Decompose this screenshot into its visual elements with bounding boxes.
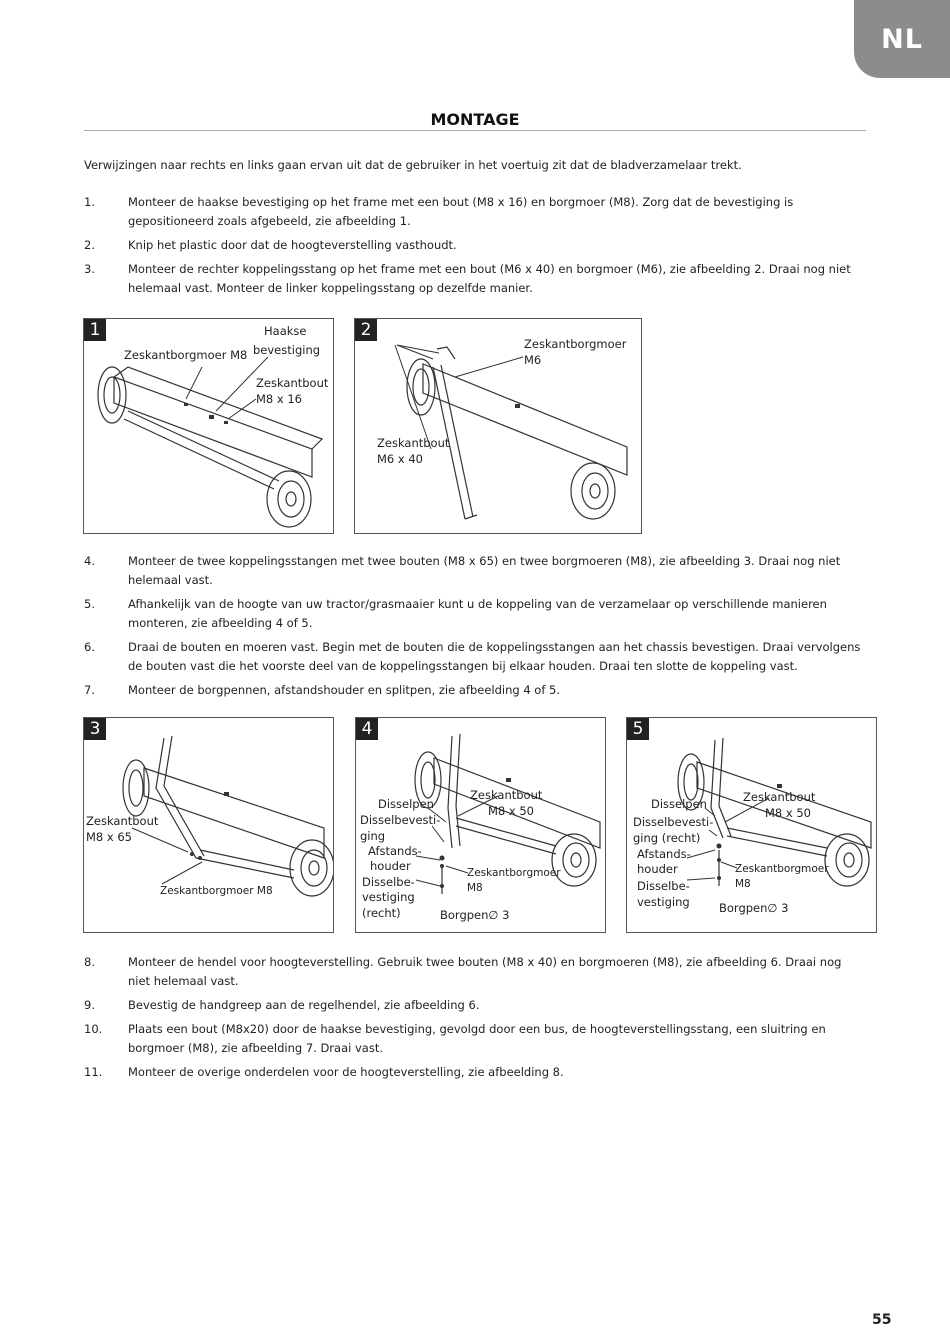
figure-label: Disselbe-	[362, 875, 415, 889]
step-number: 2.	[84, 238, 95, 252]
figure-label: Disselbevesti-	[360, 813, 441, 827]
figure-label: Afstands-	[637, 847, 691, 861]
step-number: 4.	[84, 554, 95, 568]
figure-label: bevestiging	[253, 343, 321, 357]
figure-label: M8	[467, 882, 483, 894]
step-text: Monteer de haakse bevestiging op het frame met een bout (M8 x 16) en borgmoer (M8). Zorg dat de bevestiging is gepositioneerd zoals afgebeeld, zie afbeelding 1.	[128, 195, 794, 228]
step-text: Monteer de overige onderdelen voor de hoogteverstelling, zie afbeelding 8.	[128, 1065, 564, 1079]
steps-group-a	[84, 193, 864, 303]
step-text: Monteer de hendel voor hoogteverstelling. Gebruik twee bouten (M8 x 40) en borgmoeren (M8), zie afbeelding 6. Draai nog niet helemaal vast.	[128, 955, 842, 988]
figure-label: Borgpen∅ 3	[719, 901, 789, 915]
figure-label: (recht)	[362, 906, 401, 920]
figure-label: M8 x 50	[765, 806, 811, 820]
figure-label: Zeskantbout	[86, 814, 159, 828]
step-text: Knip het plastic door dat de hoogteverstelling vasthoudt.	[128, 238, 457, 252]
figure-number: 3	[84, 718, 106, 740]
figure-label: Zeskantbout	[743, 790, 816, 804]
step-number: 6.	[84, 640, 95, 654]
figure-label: Zeskantborgmoer	[467, 867, 561, 879]
figure-label: Afstands-	[368, 844, 422, 858]
figure-number: 5	[627, 718, 649, 740]
language-tab: NL	[854, 0, 950, 78]
step-item	[84, 193, 864, 231]
figure-label: Disselbe-	[637, 879, 690, 893]
step-number: 8.	[84, 955, 95, 969]
figure-label: Zeskantborgmoer	[524, 337, 627, 351]
step-text: Monteer de borgpennen, afstandshouder en splitpen, zie afbeelding 4 of 5.	[128, 683, 561, 697]
figure-4	[355, 717, 606, 933]
figure-label: M6	[524, 353, 542, 367]
figure-1	[83, 318, 334, 534]
figure-label: M6 x 40	[377, 452, 423, 466]
figure-label: Disselpen	[651, 797, 707, 811]
step-number: 5.	[84, 597, 95, 611]
step-text: Afhankelijk van de hoogte van uw tractor/grasmaaier kunt u de koppeling van de verzamelaar op verschillende manieren monteren, zie afbeelding 4 of 5.	[128, 597, 827, 630]
figure-label: Zeskantborgmoer M8	[160, 885, 273, 897]
figure-label: Disselpen	[378, 797, 434, 811]
figure-label: M8 x 50	[488, 804, 534, 818]
figure-number: 4	[356, 718, 378, 740]
step-text: Plaats een bout (M8x20) door de haakse bevestiging, gevolgd door een bus, de hoogteverstellingsstang, een sluitring en borgmoer (M8), zie afbeelding 7. Draai vast.	[128, 1022, 826, 1055]
figure-5	[626, 717, 877, 933]
step-item	[84, 552, 864, 590]
title-divider	[84, 130, 866, 131]
figure-label: Haakse	[264, 324, 307, 338]
figure-label: M8 x 16	[256, 392, 302, 406]
figure-label: Borgpen∅ 3	[440, 908, 510, 922]
figure-label: Zeskantbout	[470, 788, 543, 802]
step-number: 10.	[84, 1022, 103, 1036]
figure-label: Zeskantbout	[256, 376, 329, 390]
step-item	[84, 236, 864, 255]
figure-number: 1	[84, 319, 106, 341]
step-number: 9.	[84, 998, 95, 1012]
step-number: 7.	[84, 683, 95, 697]
step-item	[84, 638, 864, 676]
figure-label: M8 x 65	[86, 830, 132, 844]
figure-label: houder	[637, 862, 678, 876]
figure-label: ging	[360, 829, 386, 843]
figure-label: Zeskantborgmoer M8	[124, 348, 248, 362]
step-text: Bevestig de handgreep aan de regelhendel, zie afbeelding 6.	[128, 998, 480, 1012]
step-item	[84, 681, 864, 700]
figure-label: Zeskantbout	[377, 436, 450, 450]
step-item	[84, 1020, 864, 1058]
figure-label: vestiging	[637, 895, 690, 909]
step-item	[84, 1063, 864, 1082]
figure-label: M8	[735, 878, 751, 890]
step-number: 3.	[84, 262, 95, 276]
step-text: Monteer de rechter koppelingsstang op het frame met een bout (M6 x 40) en borgmoer (M6), zie afbeelding 2. Draai nog niet helemaal vast. Monteer de linker koppelingsstang op dezelfde manier.	[128, 262, 851, 295]
figure-label: Disselbevesti-	[633, 815, 714, 829]
figure-label: Zeskantborgmoer	[735, 863, 829, 875]
steps-group-b	[84, 552, 864, 705]
figure-label: houder	[370, 859, 411, 873]
step-number: 1.	[84, 195, 95, 209]
figure-number: 2	[355, 319, 377, 341]
steps-group-c	[84, 953, 864, 1087]
step-text: Monteer de twee koppelingsstangen met twee bouten (M8 x 65) en twee borgmoeren (M8), zie afbeelding 3. Draai nog niet helemaal vast.	[128, 554, 841, 587]
step-text: Draai de bouten en moeren vast. Begin met de bouten die de koppelingsstangen aan het chassis bevestigen. Draai vervolgens de bouten vast die het voorste deel van de koppelingsstangen bij elkaar houden. Draai ten slotte de koppeling vast.	[128, 640, 861, 673]
step-item	[84, 953, 864, 991]
intro-text: Verwijzingen naar rechts en links gaan ervan uit dat de gebruiker in het voertuig zit dat de bladverzamelaar trekt.	[84, 158, 742, 172]
figure-label: ging (recht)	[633, 831, 701, 845]
step-item	[84, 595, 864, 633]
figure-2	[354, 318, 642, 534]
step-item	[84, 260, 864, 298]
page-number: 55	[872, 1312, 892, 1328]
step-number: 11.	[84, 1065, 103, 1079]
page-title: MONTAGE	[430, 110, 520, 129]
step-item	[84, 996, 864, 1015]
figure-3	[83, 717, 334, 933]
figure-label: vestiging	[362, 890, 415, 904]
